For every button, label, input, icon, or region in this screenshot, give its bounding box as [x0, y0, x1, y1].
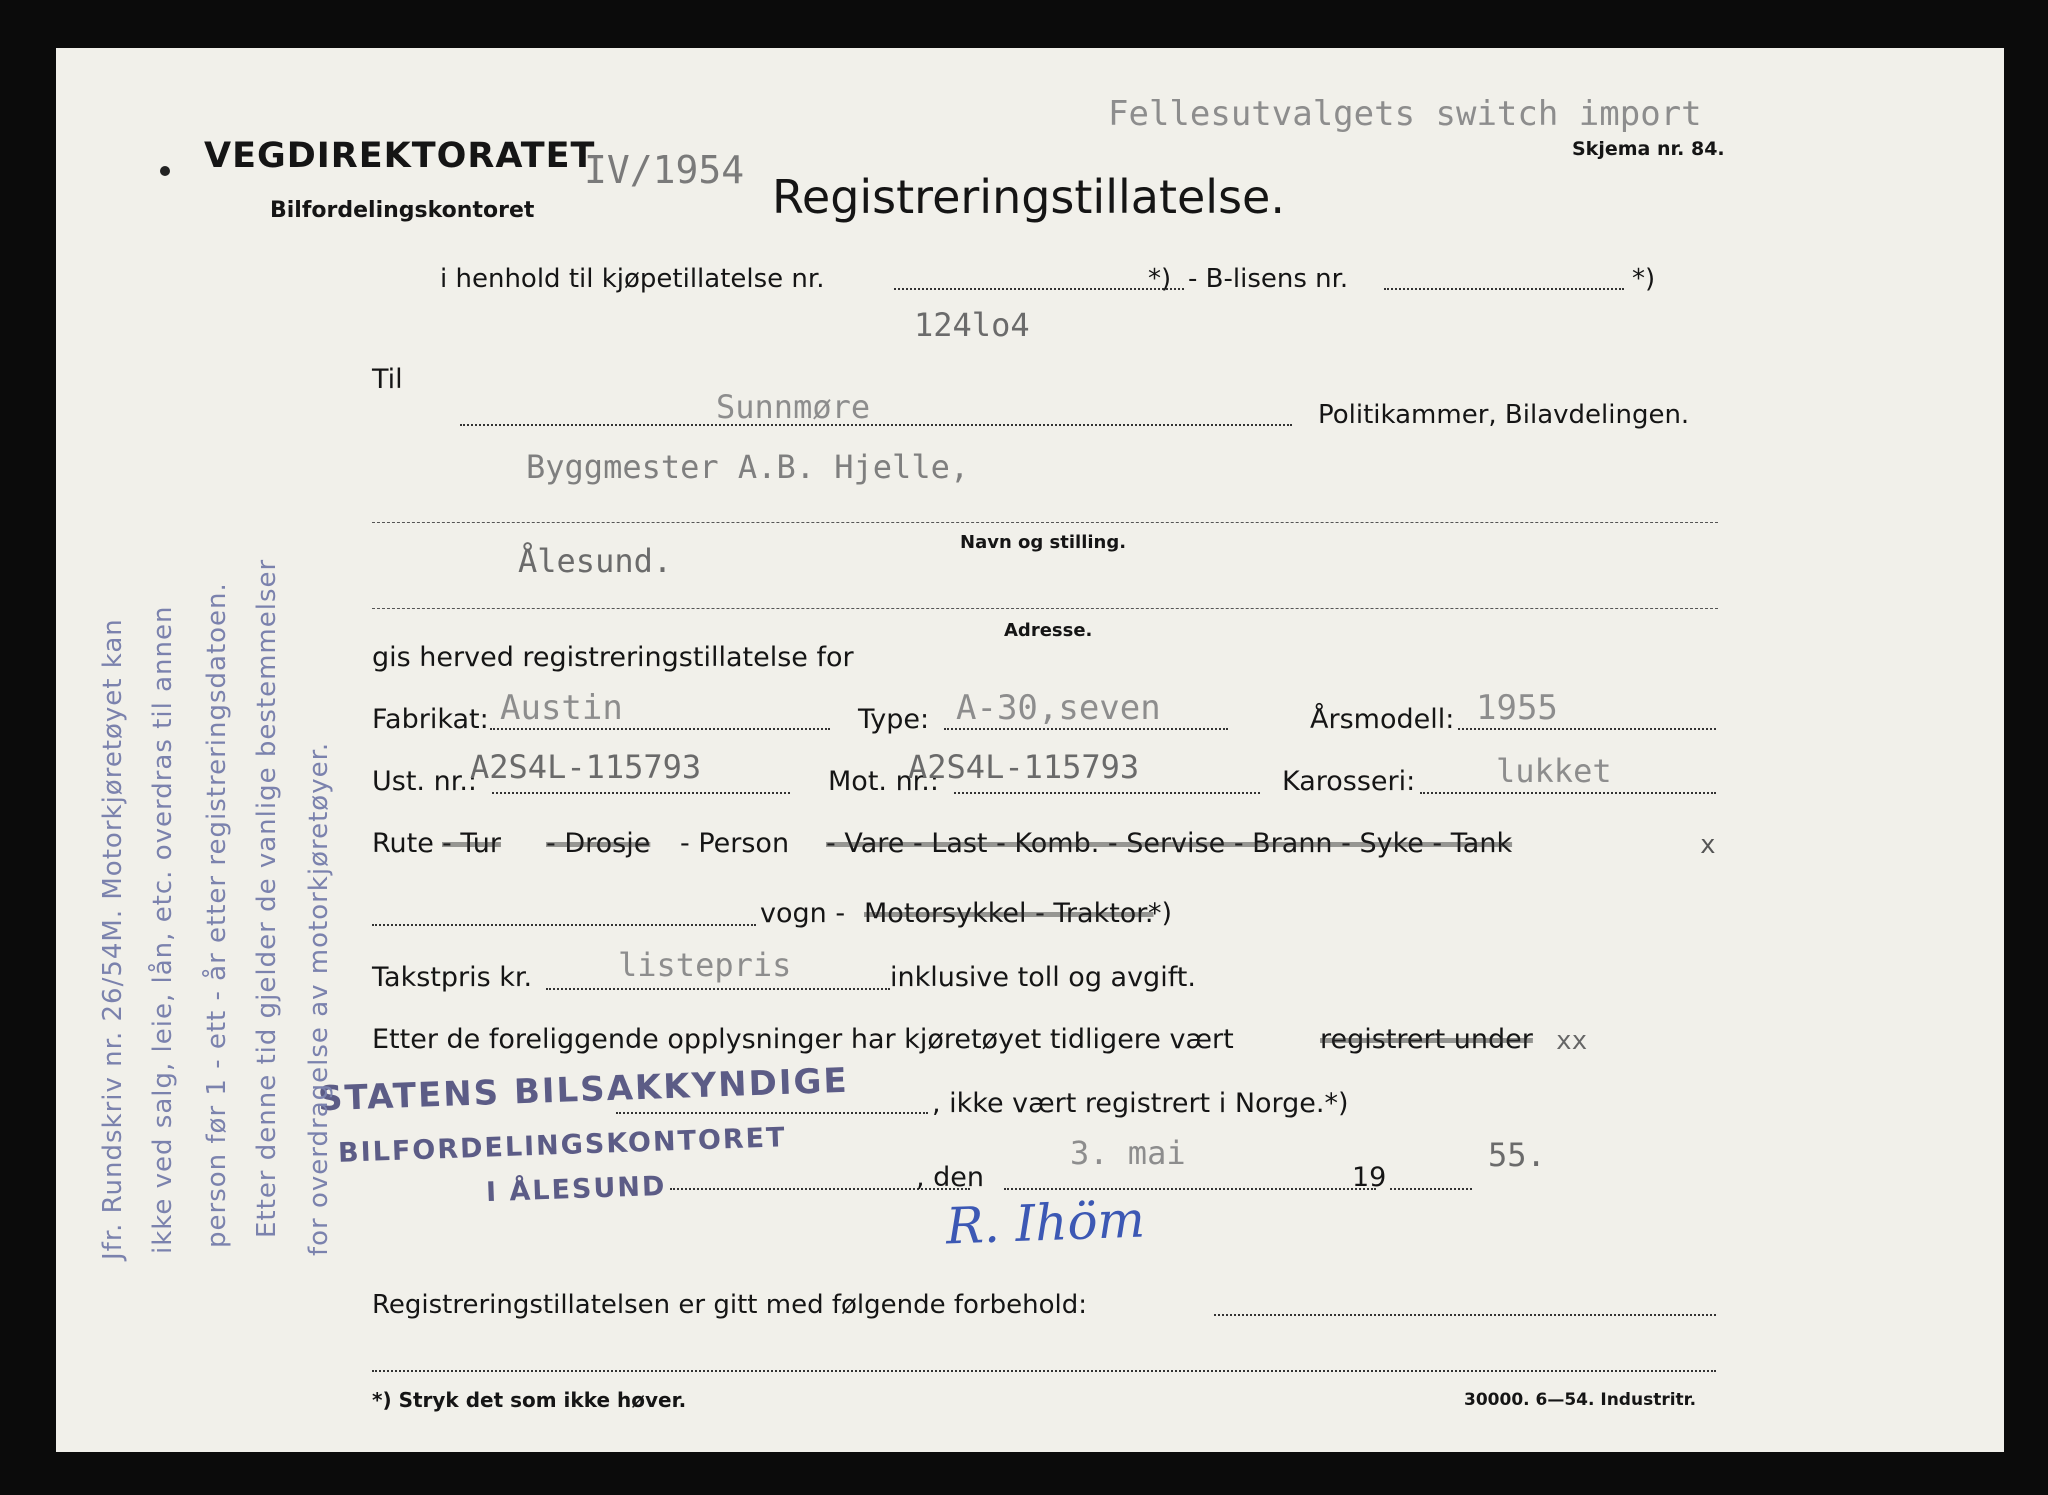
cat-x: x — [1700, 830, 1716, 860]
name-value: Byggmester A.B. Hjelle, — [526, 448, 970, 486]
mot-label: Mot. nr.: — [828, 766, 939, 797]
ust-value: A2S4L-115793 — [470, 748, 702, 786]
address-field[interactable] — [372, 608, 1718, 609]
date-field[interactable] — [1004, 1188, 1376, 1190]
stamp-line-2: BILFORDELINGSKONTORET — [337, 1122, 788, 1169]
vogn-field[interactable] — [372, 924, 756, 926]
address-label: Adresse. — [1004, 620, 1093, 641]
org-name: VEGDIREKTORATET — [204, 136, 596, 176]
vogn-text: vogn - — [760, 898, 846, 929]
sidebar-line-2: ikke ved salg, leie, lån, etc. overdras til annen — [148, 605, 178, 1254]
mot-field[interactable] — [954, 792, 1260, 794]
year-field[interactable] — [1390, 1188, 1472, 1190]
typed-header: Fellesutvalgets switch import — [1108, 94, 1702, 134]
footnote: *) Stryk det som ikke høver. — [372, 1388, 687, 1412]
cat-tur: - Tur — [442, 828, 501, 859]
etter-struck: registrert under — [1320, 1024, 1533, 1055]
forbehold-field-2[interactable] — [372, 1370, 1716, 1372]
name-field[interactable] — [372, 522, 1718, 523]
typed-number: 124lo4 — [914, 306, 1030, 344]
to-value: Sunnmøre — [716, 388, 871, 426]
type-field[interactable] — [944, 728, 1228, 730]
ust-field[interactable] — [492, 792, 790, 794]
ikke-field[interactable] — [616, 1112, 928, 1114]
type-label: Type: — [858, 704, 930, 735]
printer-mark: 30000. 6—54. Industritr. — [1464, 1390, 1697, 1410]
fabrikat-label: Fabrikat: — [372, 704, 489, 735]
cat-drosje: - Drosje — [546, 828, 651, 859]
b-license-mark: *) — [1632, 264, 1656, 294]
date-den: , den — [916, 1162, 985, 1193]
ikke-text: , ikke vært registrert i Norge.*) — [932, 1088, 1349, 1119]
forbehold-text: Registreringstillatelsen er gitt med følgende forbehold: — [372, 1290, 1087, 1320]
vogn-struck: Motorsykkel - Traktor. — [864, 898, 1154, 929]
arsmodell-field[interactable] — [1458, 728, 1716, 730]
to-suffix: Politikammer, Bilavdelingen. — [1318, 400, 1690, 430]
type-value: A-30,seven — [956, 688, 1161, 728]
forbehold-field[interactable] — [1214, 1314, 1716, 1316]
year-value: 55. — [1488, 1136, 1546, 1174]
ink-dot — [160, 166, 170, 176]
b-license-text: - B-lisens nr. — [1188, 264, 1349, 294]
permit-mark: *) — [1148, 264, 1172, 294]
sidebar-line-3: person før 1 - ett - år etter registreringsdatoen. — [202, 582, 232, 1248]
etter-x: xx — [1556, 1026, 1588, 1056]
permit-number-field[interactable] — [894, 288, 1184, 290]
arsmodell-label: Årsmodell: — [1310, 704, 1455, 735]
address-value: Ålesund. — [518, 542, 673, 580]
year-prefix: 19 — [1352, 1162, 1387, 1193]
sidebar-line-4: Etter denne tid gjelder de vanlige bestemmelser — [252, 558, 282, 1238]
typed-code: IV/1954 — [584, 148, 745, 192]
takst-value: listepris — [618, 946, 792, 984]
to-label: Til — [372, 364, 403, 395]
fabrikat-field[interactable] — [490, 728, 830, 730]
mot-value: A2S4L-115793 — [908, 748, 1140, 786]
karosseri-value: lukket — [1496, 752, 1612, 790]
date-value: 3. mai — [1070, 1134, 1186, 1172]
to-field[interactable] — [460, 424, 1292, 426]
cat-person: - Person — [680, 828, 790, 859]
registration-form — [56, 48, 2004, 1452]
org-office: Bilfordelingskontoret — [270, 198, 535, 223]
sidebar-line-1: Jfr. Rundskriv nr. 26/54M. Motorkjøretøyet kan — [98, 618, 128, 1260]
stamp-line-3: I ÅLESUND — [485, 1170, 667, 1209]
permit-text: i henhold til kjøpetillatelse nr. — [440, 264, 825, 294]
fabrikat-value: Austin — [500, 688, 623, 728]
arsmodell-value: 1955 — [1476, 688, 1558, 728]
karosseri-label: Karosseri: — [1282, 766, 1416, 797]
b-license-field[interactable] — [1384, 288, 1624, 290]
karosseri-field[interactable] — [1420, 792, 1716, 794]
vogn-mark: *) — [1148, 898, 1173, 929]
stamp-line-1: STATENS BILSAKKYNDIGE — [317, 1060, 850, 1120]
cat-rest: - Vare - Last - Komb. - Servise - Brann - Syke - Tank — [826, 828, 1513, 859]
form-title: Registreringstillatelse. — [772, 170, 1285, 224]
takst-label: Takstpris kr. — [372, 962, 533, 993]
etter-text: Etter de foreliggende opplysninger har kjøretøyet tidligere vært — [372, 1024, 1234, 1055]
ust-label: Ust. nr.: — [372, 766, 477, 797]
grant-text: gis herved registreringstillatelse for — [372, 642, 854, 673]
name-label: Navn og stilling. — [960, 532, 1127, 553]
cat-rute: Rute — [372, 828, 434, 859]
schema-number: Skjema nr. 84. — [1572, 138, 1725, 160]
takst-suffix: inklusive toll og avgift. — [890, 962, 1196, 993]
sidebar-line-5: for overdragelse av motorkjøretøyer. — [304, 741, 334, 1256]
signature: R. Ihöm — [945, 1190, 1146, 1256]
takst-field[interactable] — [546, 988, 890, 990]
